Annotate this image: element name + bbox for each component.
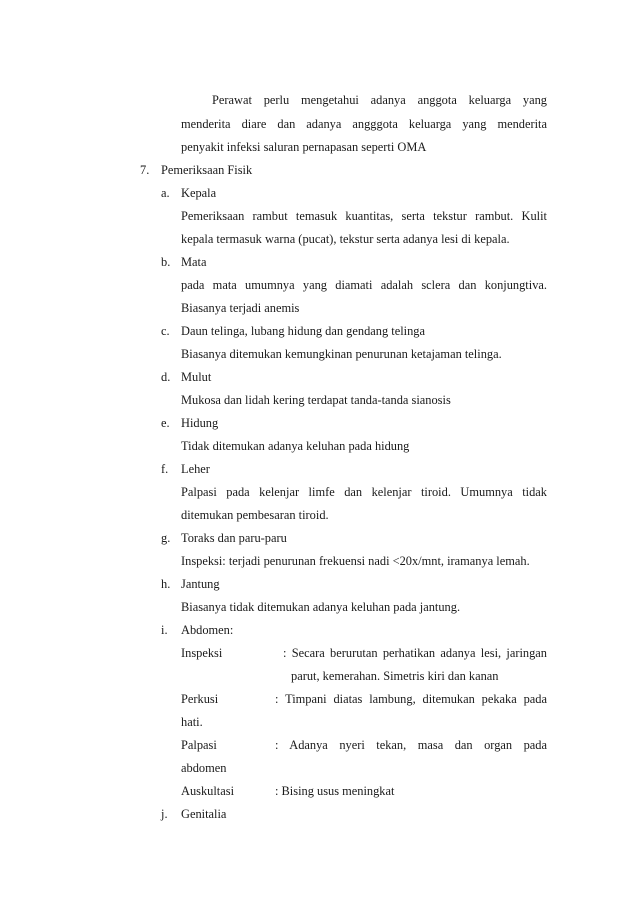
item-title: Daun telinga, lubang hidung dan gendang telinga [181,324,425,338]
item-letter: h. [161,577,171,591]
abdomen-auskultasi-text: : Bising usus meningkat [275,784,395,798]
item-text: Mukosa dan lidah kering terdapat tanda-tanda sianosis [181,393,451,407]
item-letter: e. [161,416,170,430]
abdomen-inspeksi-text: : Secara berurutan perhatikan adanya lesi, jaringan [283,646,547,660]
section-number: 7. [140,163,150,177]
abdomen-perkusi-text: hati. [181,715,203,729]
item-letter: a. [161,186,170,200]
abdomen-palpasi-label: Palpasi [181,738,217,752]
item-title: Leher [181,462,210,476]
item-text: Palpasi pada kelenjar limfe dan kelenjar tiroid. Umumnya tidak [181,485,547,499]
item-letter: j. [161,807,168,821]
item-letter: g. [161,531,171,545]
item-letter: d. [161,370,171,384]
section-title: Pemeriksaan Fisik [161,163,253,177]
item-text: Tidak ditemukan adanya keluhan pada hidung [181,439,410,453]
item-letter: f. [161,462,169,476]
abdomen-perkusi-label: Perkusi [181,692,219,706]
abdomen-palpasi-text: abdomen [181,761,227,775]
item-text: ditemukan pembesaran tiroid. [181,508,329,522]
item-title: Mata [181,255,207,269]
item-title: Hidung [181,416,219,430]
abdomen-auskultasi-label: Auskultasi [181,784,235,798]
intro-line-3: penyakit infeksi saluran pernapasan seperti OMA [181,140,427,154]
item-title: Kepala [181,186,217,200]
abdomen-inspeksi-text: parut, kemerahan. Simetris kiri dan kanan [291,669,499,683]
abdomen-palpasi-text: : Adanya nyeri tekan, masa dan organ pada [275,738,547,752]
item-title: Jantung [181,577,220,591]
item-title: Mulut [181,370,212,384]
item-text: kepala termasuk warna (pucat), tekstur serta adanya lesi di kepala. [181,232,510,246]
item-title: Abdomen: [181,623,234,637]
item-text: Pemeriksaan rambut temasuk kuantitas, serta tekstur rambut. Kulit [181,209,547,223]
item-title: Genitalia [181,807,227,821]
abdomen-inspeksi-label: Inspeksi [181,646,223,660]
item-text: Biasanya terjadi anemis [181,301,300,315]
item-text: Biasanya ditemukan kemungkinan penurunan ketajaman telinga. [181,347,502,361]
item-letter: i. [161,623,168,637]
item-title: Toraks dan paru-paru [181,531,287,545]
intro-line-2: menderita diare dan adanya angggota keluarga yang menderita [181,117,547,131]
item-letter: b. [161,255,171,269]
item-letter: c. [161,324,170,338]
item-text: pada mata umumnya yang diamati adalah sclera dan konjungtiva. [181,278,547,292]
item-text: Biasanya tidak ditemukan adanya keluhan pada jantung. [181,600,461,614]
abdomen-perkusi-text: : Timpani diatas lambung, ditemukan pekaka pada [275,692,547,706]
intro-line-1: Perawat perlu mengetahui adanya anggota keluarga yang [212,93,547,107]
item-text: Inspeksi: terjadi penurunan frekuensi nadi <20x/mnt, iramanya lemah. [181,554,530,568]
